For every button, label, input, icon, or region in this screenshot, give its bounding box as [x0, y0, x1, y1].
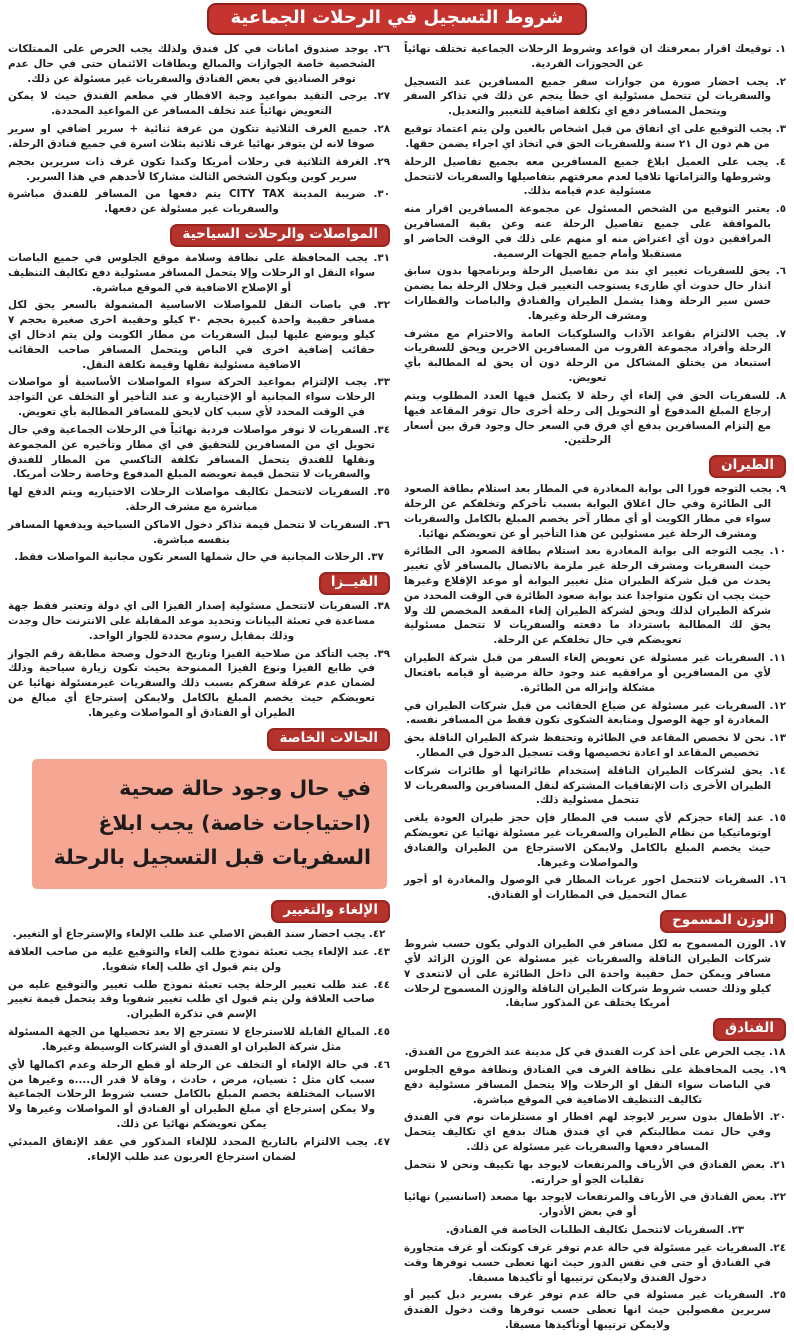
- term-item-text: الغرفة الثلاثية في رحلات أمريكا وكندا تكون غرف ذات سريرين بحجم سرير كوين ويكون الشخص الثالث مشاركا لأحدهم في هذا السرير.: [8, 155, 374, 183]
- term-item-text: السفريات غير مسئولة في حالة عدم توفر غرف بسرير دبل كبير أو سريرين مفصولين حيث انها تعطى حسب توفرها وقت دخول الفندق ولايمكن ترتيبها أوتأكيدها مسبقا.: [404, 1289, 771, 1331]
- term-item: [404, 264, 786, 323]
- term-item: [404, 1158, 786, 1188]
- term-item: [404, 544, 786, 648]
- term-item-text: السفريات لا تتحمل قيمة تذاكر دخول الاماكن السياحية ويدفعها المسافر بنفسه مباشرة.: [8, 518, 374, 546]
- term-item-number: ٣٨.: [373, 600, 390, 613]
- term-item: [8, 647, 390, 721]
- term-item-text: يجب احضار سند القبض الاصلي عند طلب الإلغاء والإسترجاع أو التغيير.: [12, 928, 369, 941]
- term-item-number: ٨.: [775, 389, 786, 402]
- section-header-row: [404, 454, 786, 478]
- section-header-row: [8, 571, 390, 595]
- term-item: [404, 1223, 786, 1238]
- term-item-text: يجب المحافظة على نظافة وسلامة موقع الجلوس في جميع الباصات سواء النقل او الرحلات وإلا يتحمل المسافر مسئولية دفع تكاليف التنظيف أو الإصلاح الاضافية في الموقع مباشرة.: [8, 251, 375, 294]
- term-item: [404, 1241, 786, 1285]
- term-item-number: ٤٦.: [373, 1058, 390, 1071]
- term-item-text: الأطفال بدون سرير لايوجد لهم افطار او مستلزمات نوم في الفندق وفي حال تمت مطالبتكم في اي فندق هناك بدفع اي تكاليف يتحمل المسافر دفعها والسفريات غير مسئولة عن ذلك.: [404, 1111, 771, 1153]
- term-item-text: السفريات لاتتحمل تكاليف الطلبات الخاصة في الفنادق.: [445, 1224, 728, 1237]
- section-header-cancellation-change: الإلغاء والتغيير: [271, 900, 390, 923]
- term-item-text: يجب الإلتزام بمواعيد الحركة سواء المواصلات الأساسية أو مواصلات الرحلات سواء المجانية أو الإختيارية و عند التأخير أو التخلف عن التواجد في الوقت المحدد لأي سبب كان لايحق للمسافر المطالبة بأي تعويض.: [8, 376, 375, 419]
- term-item: [404, 327, 786, 386]
- term-item: [8, 1135, 390, 1165]
- term-item-number: ٣٧.: [367, 551, 384, 564]
- section-header-row: [8, 727, 390, 751]
- term-item-number: ٣٠.: [373, 188, 390, 201]
- term-item: [8, 42, 390, 86]
- title-row: [0, 2, 794, 35]
- term-item: [404, 482, 786, 541]
- term-item-text: يرجى التقيد بمواعيد وجبة الافطار في مطعم الفندق حيث لا يمكن التعويض نهائياً عند تخلف المسافر عن المواعيد المحددة.: [8, 90, 374, 118]
- term-item-number: ٤.: [775, 155, 786, 168]
- term-item: [404, 1190, 786, 1220]
- term-item-number: ٣٦.: [373, 518, 390, 531]
- section-header-special-cases: الحالات الخاصة: [267, 728, 390, 751]
- term-item-text: في حالة الإلغاء أو التخلف عن الرحلة أو قطع الرحلة وعدم اكمالها لأي سبب كان مثل : نسيان، مرض ، حادث ، وفاة لا قدر ال....ه وغيرها من الاسباب المختلفة يخصم المبلغ بالكامل حسب شروط الرحلات الجماعية ولا يمكن إسترجاع أي مبلغ الطيران أو الفنادق أو المواصلات وغيرها ولا يمكن تعويضكم نهائيا عن ذلك.: [8, 1058, 375, 1130]
- term-item-text: نحن لا نخصص المقاعد في الطائرة وتحتفظ شركة الطيران الناقلة بحق تخصيص المقاعد او اعادة تخصيصها وقت تسجيل الدخول في المطار.: [404, 732, 770, 759]
- term-item-number: ٢٢.: [769, 1191, 786, 1204]
- term-item-number: ٤٣.: [373, 946, 390, 959]
- term-item-text: يجب التوجه الى بوابة المغادرة بعد استلام بطاقة الصعود الى الطائرة حيث السفريات ومشرف الرحلة غير ملزمة بالاتصال بالمسافر لأي تغيير يحدث من قبل شركة الطيران مثل تغيير البوابة أو موعد الإقلاع وغيرها حيث يجب ان تكون متواجدا عند بوابة صعود الطائرة في الوقت المحدد من شركة الطيران لذلك ويحق لشركة الطيران إلغاء المقعد المخصص لك ولا يحق لك المطالبة باسترداد ما دفعته والسفريات لا تتحمل مسئولية تعويضكم في حال تخلفكم عن الرحلة.: [404, 545, 771, 647]
- section-header-row: [8, 899, 390, 923]
- term-item: [404, 811, 786, 870]
- term-item: [404, 1288, 786, 1332]
- term-item: [8, 89, 390, 119]
- term-item: [404, 937, 786, 1011]
- term-item-number: ٢١.: [769, 1158, 786, 1171]
- term-item-text: عند إلغاء حجزكم لأي سبب في المطار فإن حجز طيران العودة يلغى اوتوماتيكيا من نظام الطيران والسفريات غير مسئولة نهائيا عن تعويضكم حيث يخصم المبلغ بالكامل ولايمكن الاسترجاع من الطيران والفنادق والمواصلات وغيرها.: [404, 812, 771, 869]
- term-item-text: يحق للسفريات تغيير اي بند من تفاصيل الرحلة وبرنامجها بدون سابق انذار حال حدوث أي طارىء يستوجب التغيير قبل وخلال الرحلة بما يضمن حسن سير الرحلة وهذا يشمل الطيران والفنادق والباصات والقطارات ومشرف الرحلة وغيرها.: [404, 265, 776, 322]
- term-item: [8, 550, 390, 565]
- term-item-number: ٣.: [775, 123, 786, 136]
- term-item: [8, 187, 390, 217]
- term-item-number: ٢٤.: [769, 1241, 786, 1254]
- term-item-number: ١١.: [769, 652, 786, 665]
- term-item-number: ٢.: [775, 75, 786, 88]
- term-item-number: ٥.: [775, 203, 786, 216]
- term-item-number: ٣٩.: [373, 647, 390, 660]
- section-header-row: [404, 909, 786, 933]
- column-right-terms-1-25: [404, 42, 786, 1336]
- term-item-text: المبالغ القابلة للاسترجاع لا تسترجع إلا بعد تحصيلها من الجهة المسئولة مثل شركة الطيران او الفندق أو الشركات الوسيطة وغيرها.: [8, 1026, 374, 1053]
- term-item-text: يجب المحافظة على نظافة الغرف في الفنادق ونظافة موقع الجلوس في الباصات سواء النقل او الرحلات وإلا يتحمل المسافر مسئولية دفع تكاليف التنظيف الاضافية في الموقع مباشرة.: [404, 1063, 771, 1106]
- term-item-text: بعض الفنادق في الأرياف والمرتفعات لايوجد بها مصعد (اسانسير) نهائيا أو في بعض الأدوار.: [404, 1191, 770, 1219]
- term-item-text: يجب الالتزام بالتاريخ المحدد للإلغاء المذكور في عقد الإتفاق المبدئي لضمان استرجاع العربون عند طلب الإلغاء.: [8, 1135, 374, 1163]
- term-item: [404, 699, 786, 729]
- term-item: [404, 122, 786, 152]
- term-item-number: ٧.: [775, 327, 786, 340]
- term-item: [8, 518, 390, 548]
- term-item-text: الوزن المسموح به لكل مسافر في الطيران الدولي يكون حسب شروط شركات الطيران الناقلة والسفريات غير مسئولة عن الوزن الزائد لأي مسافر ويمكن حمل حقيبة واحدة الى داخل الطائرة على أن لاتتعدى ٧ كيلو وذلك حسب شروط شركات الطيران الناقلة والوزن المسموح لرحلات أمريكا يختلف عن المذكور سابقا.: [404, 938, 771, 1010]
- term-item: [404, 651, 786, 695]
- term-item: [8, 298, 390, 372]
- term-item-number: ٤٧.: [373, 1135, 390, 1148]
- term-item-text: السفريات غير مسئولة في حالة عدم توفر غرف كونكت أو غرف متجاورة في الفنادق أو حتى في نفس الدور حيث انها تعطى حسب توفرها وقت دخول الفندق ولايمكن ترتيبها أو تأكيدها مسبقا.: [404, 1241, 771, 1284]
- special-needs-notice: في حال وجود حالة صحية (احتياجات خاصة) يجب ابلاغ السفريات قبل التسجيل بالرحلة: [32, 759, 387, 890]
- column-left-terms-26-47: [8, 42, 390, 1167]
- term-item: [8, 927, 390, 942]
- section-header-hotels: الفنادق: [713, 1018, 786, 1041]
- term-item: [404, 1045, 786, 1060]
- term-item-number: ١٨.: [768, 1046, 786, 1059]
- term-item: [8, 978, 390, 1022]
- term-item: [8, 945, 390, 975]
- term-item-text: السفريات غير مسئولة عن تعويض إلغاء السفر من قبل شركة الطيران لأي من المسافرين أو مرافقيه عند وجود حالة مرضية أو قيامه بافتعال مشكلة وإنزاله من الطائرة.: [404, 652, 771, 694]
- term-item: [8, 1058, 390, 1132]
- term-item-text: للسفريات الحق في إلغاء أي رحلة لا يكتمل فيها العدد المطلوب ويتم إرجاع المبلغ المدفوع أو التحويل إلى رحلة أخرى حال توفر المقاعد فيها مع إلتزام المسافرين بدفع أي فرق في السعر حال وجود فرق بين أسعار الرحلتين.: [404, 389, 776, 447]
- term-item-text: يجب التوجه فورا الى بوابة المغادرة في المطار بعد استلام بطاقة الصعود الى الطائرة وفي حال اغلاق البوابة بسبب تأخركم وتخلفكم عن الرحلة سواء في مطار الكويت أو أي مطار آخر يخصم المبلغ بالكامل والسفريات ومشرف الرحلة غير مسئولين عن هذا التأخير أو عن تعويضكم نهائيا.: [404, 483, 776, 540]
- term-item-number: ٣٢.: [373, 299, 390, 312]
- page-title: شروط التسجيل في الرحلات الجماعية: [207, 3, 588, 35]
- section-header-row: [404, 1017, 786, 1041]
- term-item-number: ٢٣.: [727, 1224, 745, 1237]
- term-item: [8, 1025, 390, 1055]
- term-item-number: ٣٤.: [373, 423, 390, 436]
- term-item: [8, 599, 390, 643]
- term-item-text: يجب الالتزام بقواعد الآداب والسلوكيات العامة والاحترام مع مشرف الرحلة وأفراد مجموعة القروب من المسافرين الاخرين ويحق للسفريات استبعاد من يختلق المشاكل من الرحلة دون أن يحق له المطالبة بأي تعويض.: [404, 327, 776, 385]
- term-item-number: ٦.: [775, 265, 786, 278]
- term-item-number: ٢٦.: [373, 43, 390, 55]
- term-item: [404, 873, 786, 903]
- term-item: [404, 389, 786, 448]
- term-item: [8, 375, 390, 419]
- term-item-text: يوجد صندوق امانات في كل فندق ولذلك يجب الحرص على الممتلكات الشخصية خاصة الجوازات والمبالغ وبطاقات الائتمان حتى في حال عدم توفر الصناديق في بعض الفنادق والسفريات غير مسئولة عن ذلك.: [8, 43, 375, 85]
- term-item-number: ١٠.: [769, 545, 786, 558]
- term-item-text: بعض الفنادق في الأرياف والمرتفعات لايوجد بها تكييف ونحن لا نتحمل تقلبات الجو أو حرارته.: [404, 1158, 770, 1186]
- term-item-number: ٢٠.: [769, 1111, 786, 1124]
- term-item: [404, 42, 786, 72]
- term-item: [8, 423, 390, 482]
- term-item-number: ٤٤.: [373, 978, 390, 991]
- term-item: [404, 155, 786, 199]
- term-item-text: السفريات غير مسئولة عن ضياع الحقائب من قبل شركات الطيران في المغادرة او جهة الوصول ومتابعة الشكوى تكون فقط من المسافر نفسه.: [404, 699, 770, 727]
- term-item-number: ١٥.: [769, 812, 786, 825]
- term-item-number: ١٢.: [769, 699, 786, 712]
- term-item-number: ٣١.: [373, 251, 390, 264]
- term-item: [404, 1063, 786, 1107]
- term-item-text: الرحلات المجانية في حال شملها السعر تكون مجانية المواصلات فقط.: [14, 551, 368, 564]
- term-item-number: ٢٩.: [373, 155, 390, 168]
- term-item-number: ١٦.: [769, 874, 786, 887]
- term-item: [8, 251, 390, 295]
- section-header-transport-tours: المواصلات والرحلات السياحية: [170, 224, 390, 247]
- section-header-row: [8, 223, 390, 247]
- term-item: [404, 1110, 786, 1154]
- term-item: [8, 155, 390, 185]
- term-item-text: عند الإلغاء يجب تعبئة نموذج طلب إلغاء والتوقيع عليه من صاحب العلاقة ولن يتم قبول اي طلب إلغاء شفويا.: [8, 946, 374, 973]
- term-item: [8, 485, 390, 515]
- term-item-text: السفريات لاتتحمل اجور عربات المطار في الوصول والمغادرة او أجور عمال التحميل في المطارات أو الفنادق.: [404, 874, 770, 902]
- term-item-text: يجب التوقيع على اي اتفاق من قبل اشخاص بالغين ولن يتم اعتماد توقيع من هم دون ال ٢١ سنة وللسفريات الحق في اتخاذ اي اجراء يضمن حقها.: [404, 123, 776, 150]
- term-item-number: ٣٣.: [373, 376, 390, 389]
- term-item-text: السفريات لاتتحمل تكاليف مواصلات الرحلات الاختياريه ويتم الدفع لها مباشرة مع مشرف الرحلة.: [8, 486, 374, 513]
- term-item: [404, 202, 786, 261]
- term-item-number: ٢٨.: [373, 123, 390, 136]
- term-item-text: السفريات لاتتحمل مسئولية إصدار الفيزا الى اي دولة وتعتبر فقط جهة مساعدة في تعبئة البيانات وتحديد موعد المقابلة على الانترنت حال وجدت وذلك بمقابل رسوم محددة للجواز الواحد.: [8, 600, 375, 642]
- term-item-number: ٣٥.: [373, 486, 390, 499]
- section-header-visa: الفيــزا: [319, 572, 390, 595]
- term-item-text: يجب التأكد من صلاحية الفيزا وتاريخ الدخول وصحة مطابقة رقم الجواز في طابع الفيزا ونوع الفيزا الممنوحة بحيث تكون زيارة سياحية وذلك لضمان عدم عرقلة سفركم بسبب ذلك والسفريات غيرمسئولة نهائيا عن تعويضكم حيث يخصم المبلغ بالكامل ولايمكن إسترجاع أي مبالغ من الطيران أو الفنادق أو المواصلات وغيرها.: [8, 647, 375, 719]
- term-item-text: يعتبر التوقيع من الشخص المسئول عن مجموعة المسافرين اقرار منه بالموافقة على جميع تفاصيل الرحلة عنه وعن بقية المسافرين المرافقين دون أي اعتراض منه او منهم على ذلك في الوقت الحاضر او مستقبلا وأمام جميع الجهات الرسمية.: [404, 203, 776, 260]
- term-item-number: ١.: [775, 43, 786, 55]
- term-item-text: في باصات النقل للمواصلات الاساسية المشمولة بالسعر يحق لكل مسافر حقيبة واحدة كبيرة بحجم ٣٠ كيلو وحقيبة اخرى صغيرة بحجم ٧ كيلو ويوضع عليها ليبل السفريات من مطار الكويت ولن يتم ادخال اي حقائب إضافية اخرى في الباص ويتحمل المسافر صاحب الحقائب الاضافية مسئولية نقلها وقيمة تكلفة النقل.: [8, 299, 375, 371]
- term-item: [404, 75, 786, 119]
- term-item-text: يجب على العميل ابلاغ جميع المسافرين معه بجميع تفاصيل الرحلة وشروطها والتزاماتها تلافيا لعدم معرفتهم بتفاصيلها والسفريات لاتتحمل مسئولية عدم قيامه بذلك.: [404, 155, 776, 198]
- term-item-number: ١٩.: [769, 1063, 786, 1076]
- term-item-text: جميع الغرف الثلاثية تتكون من غرفة ثنائية + سرير اضافي او سرير صوفا لانه لن يتوفر نهائيا غرف ثلاثية بثلاث اسرة في جميع فنادق الرحلة.: [8, 123, 375, 150]
- term-item-text: ضريبة المدينة CITY TAX يتم دفعها من المسافر للفندق مباشرة والسفريات غير مسئولة عن دفعها.: [8, 188, 374, 216]
- term-item-number: ٢٧.: [373, 90, 390, 103]
- section-header-allowed-weight: الوزن المسموح: [660, 910, 786, 933]
- term-item-number: ١٧.: [769, 938, 786, 951]
- term-item-number: ١٣.: [769, 732, 786, 745]
- term-item-number: ١٤.: [769, 764, 786, 777]
- term-item-text: يجب احضار صورة من جوازات سفر جميع المسافرين عند التسجيل والسفريات لن تتحمل مسئولية اي خطأ ينجم عن ذلك في تذاكر السفر ويتحمل المسافر دفع اي تكلفة اضافية للتغيير والتعديل.: [404, 75, 776, 118]
- term-item-text: يحق لشركات الطيران الناقلة إستخدام طائراتها أو طائرات شركات الطيران الأخرى ذات الإتفاقيات المشتركة لنقل المسافرين والسفريات لا تتحمل مسئولية ذلك.: [404, 764, 771, 807]
- term-item: [8, 122, 390, 152]
- term-item: [404, 764, 786, 808]
- term-item-number: ٩.: [775, 483, 786, 496]
- term-item-number: ٤٢.: [368, 928, 386, 941]
- term-item-text: توقيعك اقرار بمعرفتك ان قواعد وشروط الرحلات الجماعية تختلف نهائياً عن الحجوزات الفردية.: [404, 43, 776, 70]
- term-item-text: يجب الحرص على أخذ كرت الفندق في كل مدينة عند الخروج من الفندق.: [404, 1046, 769, 1059]
- term-item-text: السفريات لا توفر مواصلات فردية نهائياً في الرحلات الجماعية وفي حال تحويل اي من المسافرين للتحقيق في اي مطار وتأخيره عن المجموعة ونقلها للفندق يتحمل المسافر تكلفة التاكسي من المطار للفندق والسفريات لا تتحمل قيمة تعويضه المبلغ المدفوع وخاصة رحلات أمريكا.: [8, 423, 375, 481]
- term-item-number: ٤٥.: [373, 1026, 390, 1039]
- term-item-number: ٢٥.: [769, 1289, 786, 1302]
- section-header-aviation: الطيران: [709, 455, 786, 478]
- terms-columns: [0, 35, 794, 1336]
- term-item-text: عند طلب تغيير الرحلة يجب تعبئة نموذج طلب تغيير والتوقيع عليه من صاحب العلاقة ولن يتم قبول اي طلب تغيير شفويا وقد يتحمل قيمة تغيير الإسم في تذكرة الطيران.: [8, 978, 375, 1021]
- term-item: [404, 731, 786, 761]
